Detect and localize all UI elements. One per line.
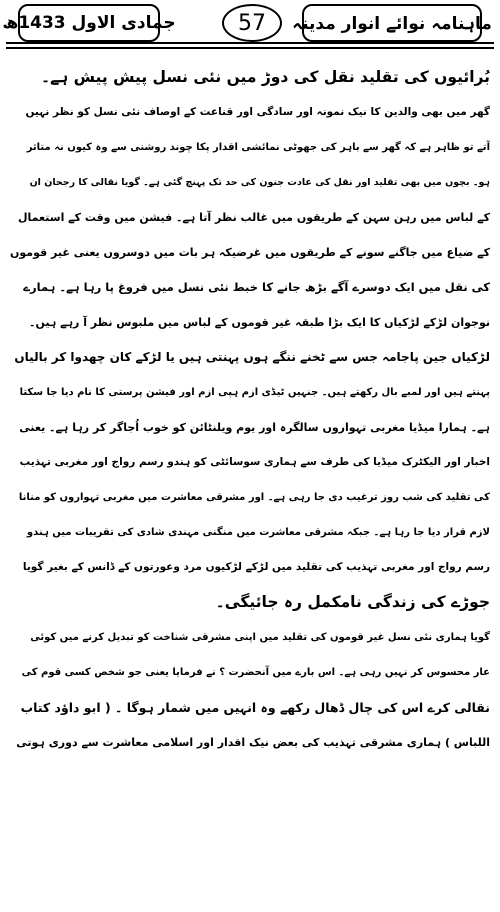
page-number: 57 xyxy=(222,4,282,42)
text-line: پہنتے ہیں اور لمبے بال رکھتے ہیں۔ جنہیں ٹیڈی ازم ہپی ازم اور فیشن پرستی کا نام دیا جا سکتا xyxy=(19,387,490,398)
text-line: ہے۔ ہمارا میڈیا مغربی تہواروں سالگرہ اور یوم ویلنٹائن کو خوب اُجاگر کر رہا ہے۔ یعنی xyxy=(19,421,490,434)
text-line: نوجوان لڑکے لڑکیاں کا ایک بڑا طبقہ غیر قوموں کے لباس میں ملبوس نظر آ رہے ہیں۔ xyxy=(29,316,490,329)
article-body xyxy=(10,60,490,908)
text-line: ہو۔ بچوں میں بھی تقلید اور نقل کی عادت جنون کی حد تک پہنچ گئی ہے۔ گویا نقالی کا رجحان ان xyxy=(29,177,490,188)
text-line: رسم رواج اور مغربی تہذیب کی تقلید میں لڑکے لڑکیوں مرد وعورتوں کے ڈانس کے بغیر گویا xyxy=(22,561,490,573)
header-rule-top xyxy=(6,42,494,44)
text-line: عار محسوس کر نہیں رہی ہے۔ اس بارے میں آنحضرت ؟ نے فرمایا یعنی جو شخص کسی قوم کی xyxy=(21,667,490,678)
text-line: بُرائیوں کی تقلید نقل کی دوڑ میں نئی نسل پیش پیش ہے۔ xyxy=(40,68,490,86)
header-date: جمادی الاول 1433ھ xyxy=(18,4,160,42)
text-line: گھر میں بھی والدین کا نیک نمونہ اور سادگی اور قناعت کے اوصاف نئی نسل کو نظر نہیں xyxy=(25,106,490,118)
text-line: آتے تو ظاہر ہے کہ گھر سے باہر کی جھوٹی نمائشی اقدار پکا چوند روشنی سے وہ کیوں نہ متاثر xyxy=(26,142,490,153)
text-line: لازم قرار دیا جا رہا ہے۔ جبکہ مشرقی معاشرت میں منگنی مہندی شادی کی تقریبات میں ہندو xyxy=(26,527,490,538)
text-line: کی نقل میں ایک دوسرے آگے بڑھ جانے کا خبط نئی نسل میں فروغ پا رہا ہے۔ ہمارے xyxy=(23,280,490,294)
text-line: جوڑے کی زندگی نامکمل رہ جائیگی۔ xyxy=(215,593,490,611)
header-rule-bottom xyxy=(6,47,494,49)
magazine-title: ماہنامہ نوائے انوار مدینہ xyxy=(302,4,482,42)
text-line: نقالی کرے اس کی چال ڈھال رکھے وہ انہیں میں شمار ہوگا ۔ ( ابو داؤد کتاب xyxy=(20,700,490,715)
text-line: اخبار اور الیکٹرک میڈیا کی طرف سے ہماری سوسائٹی کو ہندو رسم رواج اور مغربی تہذیب xyxy=(19,456,490,468)
text-line: کی تقلید کی شب روز ترغیب دی جا رہی ہے۔ اور مشرقی معاشرت میں مغربی تہواروں کو منانا xyxy=(18,492,490,503)
text-line: اللباس ) ہماری مشرقی تہذیب کی بعض نیک اقدار اور اسلامی معاشرت سے دوری ہوتی xyxy=(16,736,490,749)
text-line: گویا ہماری نئی نسل غیر قوموں کی تقلید میں اپنی مشرقی شناخت کو تبدیل کرنے میں کوئی xyxy=(30,632,490,643)
page-header xyxy=(2,4,494,54)
text-line: کے ضیاع میں جاگنے سونے کے طریقوں میں غرضیکہ ہر بات میں دوسروں یعنی غیر قوموں xyxy=(10,246,490,259)
text-line: کے لباس میں رہن سہن کے طریقوں میں غالب نظر آتا ہے۔ فیشن میں وقت کے استعمال xyxy=(18,211,490,224)
text-line: لڑکیاں جین پاجامہ جس سے ٹخنے ننگے ہوں پہنتی ہیں یا لڑکے کان چھدوا کر بالیاں xyxy=(14,350,490,364)
